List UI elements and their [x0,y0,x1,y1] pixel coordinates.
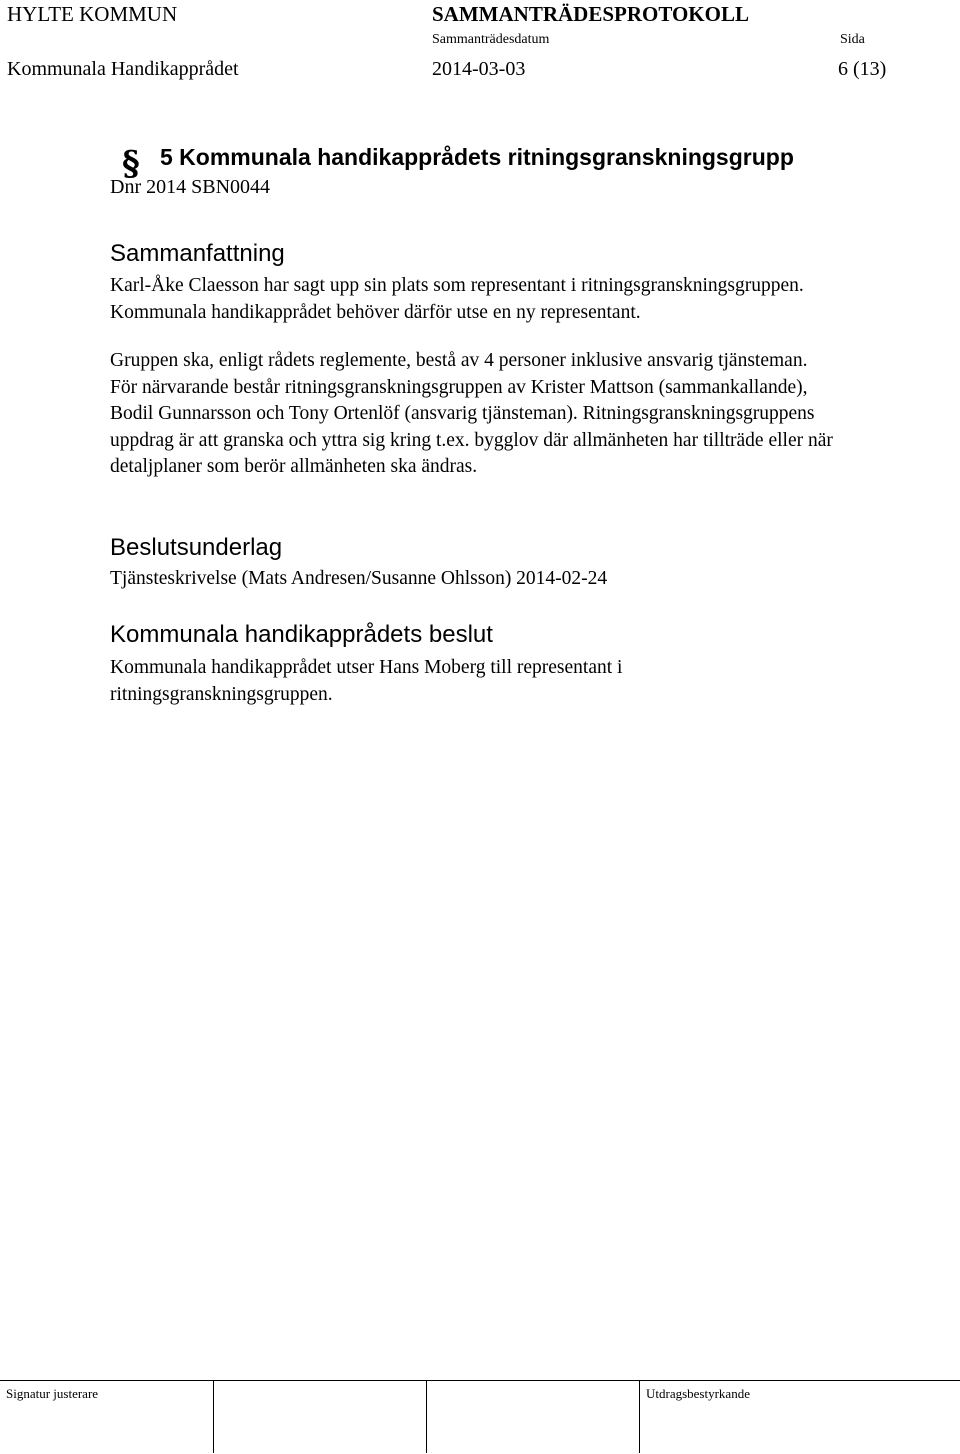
text-line: Bodil Gunnarsson och Tony Ortenlöf (ansvarig tjänsteman). Ritningsgranskningsgruppens [110,403,815,424]
meeting-date: 2014-03-03 [432,58,526,80]
signature-cell [0,1381,213,1453]
text-line: För närvarande består ritningsgranskningsgruppen av Krister Mattson (sammankallande), [110,376,808,398]
signature-footer [0,1380,960,1453]
extract-label: Utdragsbestyrkande [646,1386,750,1401]
summary-paragraph-2 [110,348,950,481]
basis-heading: Beslutsunderlag [110,534,283,561]
page-label: Sida [840,32,865,47]
decision-text [110,655,950,708]
extract-cell [639,1381,960,1453]
signature-cell [213,1381,427,1453]
item-title: 5 Kommunala handikapprådets ritningsgranskningsgrupp [160,144,794,170]
organization-name: HYLTE KOMMUN [7,2,178,26]
text-line: Gruppen ska, enligt rådets reglemente, bestå av 4 personer inklusive ansvarig tjänsteman. [110,350,808,371]
page-number: 6 (13) [838,58,887,80]
document-title: SAMMANTRÄDESPROTOKOLL [432,2,749,26]
decision-heading: Kommunala handikapprådets beslut [110,621,493,648]
diary-number: Dnr 2014 SBN0044 [110,176,271,198]
text-line: uppdrag är att granska och yttra sig kring t.ex. bygglov där allmänheten har tillträde eller när [110,429,833,451]
signature-label: Signatur justerare [6,1386,99,1401]
committee-name: Kommunala Handikapprådet [7,58,239,80]
basis-text [110,566,950,593]
paragraph-symbol: § [122,144,140,184]
summary-paragraph-1 [110,273,950,326]
text-line: Kommunala handikapprådet utser Hans Moberg till representant i [110,657,623,678]
text-line: ritningsgranskningsgruppen. [110,683,333,705]
text-line: Karl-Åke Claesson har sagt upp sin plats som representant i ritningsgranskningsgruppen. [110,275,804,296]
text-line: Kommunala handikapprådet behöver därför utse en ny representant. [110,301,641,323]
text-line: Tjänsteskrivelse (Mats Andresen/Susanne Ohlsson) 2014-02-24 [110,568,608,589]
meeting-date-label: Sammanträdesdatum [432,32,550,47]
summary-heading: Sammanfattning [110,240,285,267]
text-line: detaljplaner som berör allmänheten ska ändras. [110,456,478,477]
signature-cell [426,1381,640,1453]
